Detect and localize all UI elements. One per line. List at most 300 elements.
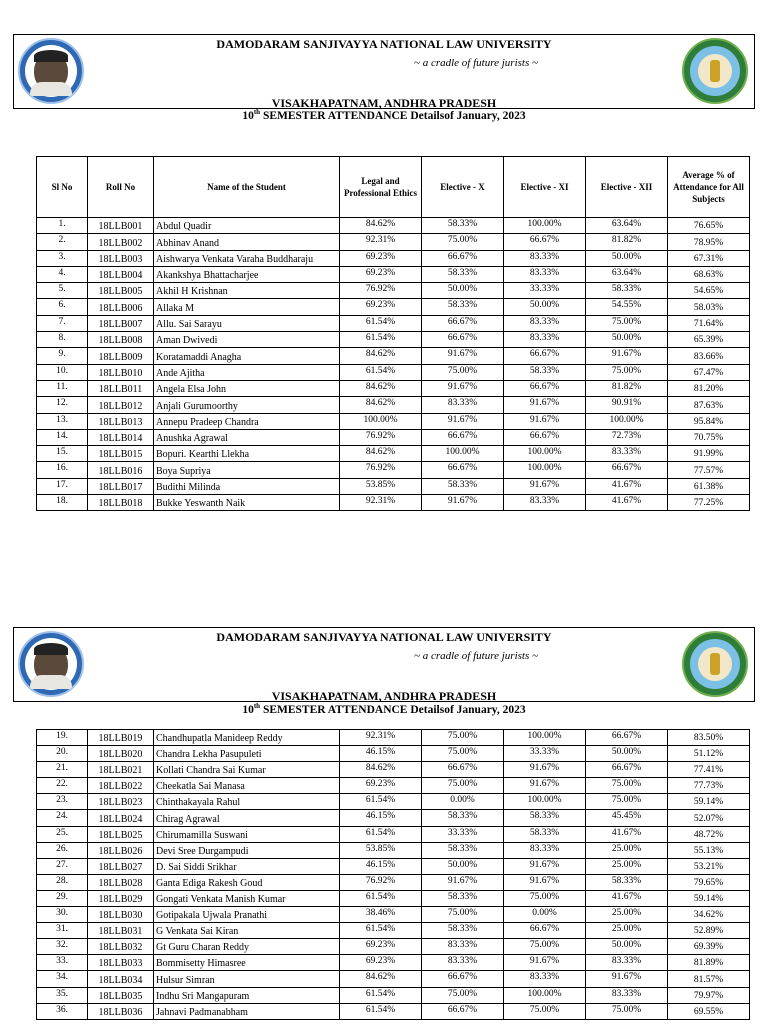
sl-no-cell: 31. — [37, 923, 88, 939]
student-name-cell: Indhu Sri Mangapuram — [154, 987, 340, 1003]
student-name-cell: Ganta Ediga Rakesh Goud — [154, 874, 340, 890]
university-name: DAMODARAM SANJIVAYYA NATIONAL LAW UNIVERSITY — [216, 630, 552, 644]
legal-ethics-cell: 92.31% — [340, 495, 422, 511]
legal-ethics-cell: 76.92% — [340, 283, 422, 299]
roll-no-cell: 18LLB032 — [88, 939, 154, 955]
elective-xi-cell: 83.33% — [504, 495, 586, 511]
student-name-cell: Gt Guru Charan Reddy — [154, 939, 340, 955]
elective-x-cell: 66.67% — [422, 332, 504, 348]
sl-no-cell: 4. — [37, 266, 88, 282]
roll-no-cell: 18LLB005 — [88, 283, 154, 299]
sl-no-cell: 25. — [37, 826, 88, 842]
sl-no-cell: 26. — [37, 842, 88, 858]
legal-ethics-cell: 84.62% — [340, 762, 422, 778]
elective-xi-cell: 91.67% — [504, 762, 586, 778]
average-cell: 61.38% — [668, 478, 750, 494]
legal-ethics-cell: 61.54% — [340, 987, 422, 1003]
average-cell: 77.41% — [668, 762, 750, 778]
student-name-cell: Abdul Quadir — [154, 218, 340, 234]
roll-no-cell: 18LLB010 — [88, 364, 154, 380]
average-cell: 65.39% — [668, 332, 750, 348]
table-row — [37, 955, 750, 971]
sl-no-cell: 24. — [37, 810, 88, 826]
elective-xi-cell: 75.00% — [504, 1003, 586, 1019]
roll-no-cell: 18LLB018 — [88, 495, 154, 511]
table-row — [37, 283, 750, 299]
elective-x-cell: 83.33% — [422, 955, 504, 971]
elective-xi-cell: 33.33% — [504, 746, 586, 762]
legal-ethics-cell: 46.15% — [340, 746, 422, 762]
elective-xi-cell: 91.67% — [504, 955, 586, 971]
elective-x-cell: 58.33% — [422, 810, 504, 826]
elective-xii-cell: 41.67% — [586, 890, 668, 906]
sl-no-cell: 7. — [37, 315, 88, 331]
elective-x-cell: 58.33% — [422, 842, 504, 858]
legal-ethics-cell: 69.23% — [340, 250, 422, 266]
elective-x-cell: 75.00% — [422, 778, 504, 794]
table-row — [37, 446, 750, 462]
elective-xi-cell: 91.67% — [504, 874, 586, 890]
average-cell: 81.57% — [668, 971, 750, 987]
university-city: VISAKHAPATNAM, ANDHRA PRADESH — [271, 96, 497, 110]
sl-no-cell: 17. — [37, 478, 88, 494]
average-cell: 81.89% — [668, 955, 750, 971]
elective-x-cell: 50.00% — [422, 858, 504, 874]
roll-no-cell: 18LLB014 — [88, 429, 154, 445]
table-row — [37, 332, 750, 348]
table-row — [37, 890, 750, 906]
col-sl-no: Sl No — [37, 157, 88, 218]
elective-xi-cell: 66.67% — [504, 380, 586, 396]
average-cell: 59.14% — [668, 890, 750, 906]
roll-no-cell: 18LLB007 — [88, 315, 154, 331]
table-row — [37, 234, 750, 250]
average-cell: 69.55% — [668, 1003, 750, 1019]
roll-no-cell: 18LLB035 — [88, 987, 154, 1003]
student-name-cell: Hulsur Simran — [154, 971, 340, 987]
student-name-cell: Anushka Agrawal — [154, 429, 340, 445]
student-name-cell: Aishwarya Venkata Varaha Buddharaju — [154, 250, 340, 266]
elective-x-cell: 66.67% — [422, 250, 504, 266]
university-seal-icon — [682, 631, 748, 697]
elective-xi-cell: 66.67% — [504, 923, 586, 939]
elective-xii-cell: 83.33% — [586, 987, 668, 1003]
col-student-name: Name of the Student — [154, 157, 340, 218]
elective-x-cell: 91.67% — [422, 874, 504, 890]
roll-no-cell: 18LLB015 — [88, 446, 154, 462]
sl-no-cell: 8. — [37, 332, 88, 348]
elective-xi-cell: 91.67% — [504, 478, 586, 494]
elective-xii-cell: 41.67% — [586, 495, 668, 511]
average-cell: 53.21% — [668, 858, 750, 874]
attendance-table-page-2 — [36, 729, 750, 1020]
roll-no-cell: 18LLB008 — [88, 332, 154, 348]
elective-xii-cell: 83.33% — [586, 955, 668, 971]
average-cell: 83.66% — [668, 348, 750, 364]
average-cell: 48.72% — [668, 826, 750, 842]
table-row — [37, 939, 750, 955]
elective-x-cell: 75.00% — [422, 987, 504, 1003]
student-name-cell: Koratamaddi Anagha — [154, 348, 340, 364]
student-name-cell: Anjali Gurumoorthy — [154, 397, 340, 413]
average-cell: 52.89% — [668, 923, 750, 939]
student-name-cell: Gotipakala Ujwala Pranathi — [154, 907, 340, 923]
sl-no-cell: 9. — [37, 348, 88, 364]
average-cell: 71.64% — [668, 315, 750, 331]
legal-ethics-cell: 84.62% — [340, 218, 422, 234]
letterhead-page-2 — [13, 627, 755, 702]
elective-x-cell: 75.00% — [422, 234, 504, 250]
elective-xi-cell: 83.33% — [504, 315, 586, 331]
elective-xii-cell: 58.33% — [586, 283, 668, 299]
student-name-cell: D. Sai Siddi Srikhar — [154, 858, 340, 874]
elective-xi-cell: 58.33% — [504, 810, 586, 826]
elective-xi-cell: 100.00% — [504, 462, 586, 478]
roll-no-cell: 18LLB003 — [88, 250, 154, 266]
sl-no-cell: 30. — [37, 907, 88, 923]
table-row — [37, 380, 750, 396]
average-cell: 70.75% — [668, 429, 750, 445]
legal-ethics-cell: 84.62% — [340, 446, 422, 462]
sl-no-cell: 5. — [37, 283, 88, 299]
average-cell: 34.62% — [668, 907, 750, 923]
university-motto: ~ a cradle of future jurists ~ — [414, 57, 538, 69]
legal-ethics-cell: 76.92% — [340, 874, 422, 890]
sl-no-cell: 15. — [37, 446, 88, 462]
elective-xi-cell: 100.00% — [504, 446, 586, 462]
elective-xi-cell: 58.33% — [504, 364, 586, 380]
elective-xii-cell: 25.00% — [586, 842, 668, 858]
student-name-cell: Budithi Milinda — [154, 478, 340, 494]
table-row — [37, 842, 750, 858]
average-cell: 95.84% — [668, 413, 750, 429]
col-roll-no: Roll No — [88, 157, 154, 218]
average-cell: 58.03% — [668, 299, 750, 315]
table-row — [37, 266, 750, 282]
table-row — [37, 778, 750, 794]
legal-ethics-cell: 61.54% — [340, 890, 422, 906]
student-name-cell: Cheekatla Sai Manasa — [154, 778, 340, 794]
roll-no-cell: 18LLB001 — [88, 218, 154, 234]
sl-no-cell: 2. — [37, 234, 88, 250]
sl-no-cell: 14. — [37, 429, 88, 445]
average-cell: 77.25% — [668, 495, 750, 511]
student-name-cell: Angela Elsa John — [154, 380, 340, 396]
average-cell: 78.95% — [668, 234, 750, 250]
report-title: 10th SEMESTER ATTENDANCE Detailsof January, 2023 — [242, 702, 526, 716]
elective-xii-cell: 50.00% — [586, 332, 668, 348]
sl-no-cell: 28. — [37, 874, 88, 890]
elective-xii-cell: 58.33% — [586, 874, 668, 890]
legal-ethics-cell: 46.15% — [340, 810, 422, 826]
legal-ethics-cell: 53.85% — [340, 478, 422, 494]
student-name-cell: Chandra Lekha Pasupuleti — [154, 746, 340, 762]
roll-no-cell: 18LLB017 — [88, 478, 154, 494]
elective-xii-cell: 41.67% — [586, 826, 668, 842]
student-name-cell: Gongati Venkata Manish Kumar — [154, 890, 340, 906]
sl-no-cell: 20. — [37, 746, 88, 762]
roll-no-cell: 18LLB020 — [88, 746, 154, 762]
elective-x-cell: 66.67% — [422, 429, 504, 445]
roll-no-cell: 18LLB022 — [88, 778, 154, 794]
average-cell: 79.97% — [668, 987, 750, 1003]
elective-xi-cell: 83.33% — [504, 842, 586, 858]
elective-xii-cell: 66.67% — [586, 462, 668, 478]
average-cell: 77.57% — [668, 462, 750, 478]
roll-no-cell: 18LLB030 — [88, 907, 154, 923]
legal-ethics-cell: 69.23% — [340, 955, 422, 971]
roll-no-cell: 18LLB013 — [88, 413, 154, 429]
roll-no-cell: 18LLB002 — [88, 234, 154, 250]
table-row — [37, 794, 750, 810]
table-header-row — [37, 157, 750, 218]
roll-no-cell: 18LLB025 — [88, 826, 154, 842]
elective-xii-cell: 25.00% — [586, 923, 668, 939]
attendance-table-page-1 — [36, 156, 750, 511]
elective-xii-cell: 63.64% — [586, 218, 668, 234]
elective-xii-cell: 41.67% — [586, 478, 668, 494]
roll-no-cell: 18LLB019 — [88, 730, 154, 746]
roll-no-cell: 18LLB012 — [88, 397, 154, 413]
table-row — [37, 730, 750, 746]
roll-no-cell: 18LLB023 — [88, 794, 154, 810]
legal-ethics-cell: 100.00% — [340, 413, 422, 429]
average-cell: 79.65% — [668, 874, 750, 890]
sl-no-cell: 13. — [37, 413, 88, 429]
elective-xi-cell: 83.33% — [504, 332, 586, 348]
average-cell: 67.31% — [668, 250, 750, 266]
elective-xi-cell: 83.33% — [504, 971, 586, 987]
average-cell: 91.99% — [668, 446, 750, 462]
average-cell: 67.47% — [668, 364, 750, 380]
elective-x-cell: 75.00% — [422, 907, 504, 923]
roll-no-cell: 18LLB011 — [88, 380, 154, 396]
average-cell: 54.65% — [668, 283, 750, 299]
student-name-cell: Chinthakayala Rahul — [154, 794, 340, 810]
sl-no-cell: 27. — [37, 858, 88, 874]
table-row — [37, 299, 750, 315]
legal-ethics-cell: 84.62% — [340, 380, 422, 396]
roll-no-cell: 18LLB024 — [88, 810, 154, 826]
elective-x-cell: 100.00% — [422, 446, 504, 462]
table-row — [37, 348, 750, 364]
legal-ethics-cell: 69.23% — [340, 778, 422, 794]
sl-no-cell: 10. — [37, 364, 88, 380]
sl-no-cell: 18. — [37, 495, 88, 511]
legal-ethics-cell: 53.85% — [340, 842, 422, 858]
elective-x-cell: 66.67% — [422, 1003, 504, 1019]
col-legal-ethics: Legal and Professional Ethics — [340, 157, 422, 218]
elective-x-cell: 75.00% — [422, 746, 504, 762]
table-row — [37, 364, 750, 380]
student-name-cell: Bommisetty Himasree — [154, 955, 340, 971]
university-seal-icon — [682, 38, 748, 104]
sl-no-cell: 34. — [37, 971, 88, 987]
elective-x-cell: 50.00% — [422, 283, 504, 299]
legal-ethics-cell: 84.62% — [340, 397, 422, 413]
average-cell: 83.50% — [668, 730, 750, 746]
elective-xii-cell: 66.67% — [586, 730, 668, 746]
elective-x-cell: 91.67% — [422, 413, 504, 429]
elective-x-cell: 75.00% — [422, 730, 504, 746]
elective-xii-cell: 63.64% — [586, 266, 668, 282]
elective-xii-cell: 91.67% — [586, 971, 668, 987]
elective-xi-cell: 100.00% — [504, 730, 586, 746]
elective-xii-cell: 25.00% — [586, 858, 668, 874]
legal-ethics-cell: 76.92% — [340, 429, 422, 445]
roll-no-cell: 18LLB016 — [88, 462, 154, 478]
elective-xii-cell: 81.82% — [586, 380, 668, 396]
sl-no-cell: 22. — [37, 778, 88, 794]
student-name-cell: Akhil H Krishnan — [154, 283, 340, 299]
table-row — [37, 315, 750, 331]
col-elective-x: Elective - X — [422, 157, 504, 218]
table-row — [37, 858, 750, 874]
table-row — [37, 413, 750, 429]
student-name-cell: Akankshya Bhattacharjee — [154, 266, 340, 282]
table-row — [37, 923, 750, 939]
roll-no-cell: 18LLB026 — [88, 842, 154, 858]
average-cell: 76.65% — [668, 218, 750, 234]
legal-ethics-cell: 69.23% — [340, 939, 422, 955]
elective-xii-cell: 50.00% — [586, 746, 668, 762]
legal-ethics-cell: 46.15% — [340, 858, 422, 874]
student-name-cell: Abhinav Anand — [154, 234, 340, 250]
elective-xi-cell: 66.67% — [504, 348, 586, 364]
sl-no-cell: 29. — [37, 890, 88, 906]
average-cell: 77.73% — [668, 778, 750, 794]
elective-x-cell: 66.67% — [422, 462, 504, 478]
elective-xi-cell: 66.67% — [504, 234, 586, 250]
elective-xii-cell: 100.00% — [586, 413, 668, 429]
elective-x-cell: 91.67% — [422, 380, 504, 396]
table-row — [37, 1003, 750, 1019]
legal-ethics-cell: 69.23% — [340, 299, 422, 315]
col-average: Average % of Attendance for All Subjects — [668, 157, 750, 218]
university-name: DAMODARAM SANJIVAYYA NATIONAL LAW UNIVERSITY — [216, 37, 552, 51]
elective-xi-cell: 66.67% — [504, 429, 586, 445]
sl-no-cell: 12. — [37, 397, 88, 413]
elective-x-cell: 66.67% — [422, 315, 504, 331]
sl-no-cell: 32. — [37, 939, 88, 955]
elective-xii-cell: 90.91% — [586, 397, 668, 413]
student-name-cell: Bukke Yeswanth Naik — [154, 495, 340, 511]
elective-x-cell: 91.67% — [422, 495, 504, 511]
roll-no-cell: 18LLB033 — [88, 955, 154, 971]
elective-xii-cell: 54.55% — [586, 299, 668, 315]
elective-xi-cell: 0.00% — [504, 907, 586, 923]
sl-no-cell: 16. — [37, 462, 88, 478]
report-title: 10th SEMESTER ATTENDANCE Detailsof January, 2023 — [242, 108, 526, 122]
legal-ethics-cell: 69.23% — [340, 266, 422, 282]
elective-xi-cell: 83.33% — [504, 250, 586, 266]
elective-x-cell: 66.67% — [422, 762, 504, 778]
table-row — [37, 987, 750, 1003]
elective-xii-cell: 75.00% — [586, 794, 668, 810]
legal-ethics-cell: 61.54% — [340, 794, 422, 810]
table-row — [37, 462, 750, 478]
elective-xii-cell: 66.67% — [586, 762, 668, 778]
average-cell: 59.14% — [668, 794, 750, 810]
elective-x-cell: 91.67% — [422, 348, 504, 364]
roll-no-cell: 18LLB021 — [88, 762, 154, 778]
sl-no-cell: 3. — [37, 250, 88, 266]
elective-xii-cell: 45.45% — [586, 810, 668, 826]
legal-ethics-cell: 61.54% — [340, 364, 422, 380]
elective-xii-cell: 75.00% — [586, 1003, 668, 1019]
table-row — [37, 397, 750, 413]
elective-xi-cell: 100.00% — [504, 794, 586, 810]
average-cell: 87.63% — [668, 397, 750, 413]
roll-no-cell: 18LLB036 — [88, 1003, 154, 1019]
elective-xii-cell: 83.33% — [586, 446, 668, 462]
col-elective-xi: Elective - XI — [504, 157, 586, 218]
elective-x-cell: 83.33% — [422, 397, 504, 413]
elective-xi-cell: 100.00% — [504, 987, 586, 1003]
average-cell: 69.39% — [668, 939, 750, 955]
sl-no-cell: 11. — [37, 380, 88, 396]
average-cell: 51.12% — [668, 746, 750, 762]
student-name-cell: Chirumamilla Suswani — [154, 826, 340, 842]
legal-ethics-cell: 92.31% — [340, 730, 422, 746]
sl-no-cell: 6. — [37, 299, 88, 315]
elective-xi-cell: 83.33% — [504, 266, 586, 282]
roll-no-cell: 18LLB029 — [88, 890, 154, 906]
table-row — [37, 218, 750, 234]
student-name-cell: Chandhupatla Manideep Reddy — [154, 730, 340, 746]
legal-ethics-cell: 76.92% — [340, 462, 422, 478]
student-name-cell: Boya Supriya — [154, 462, 340, 478]
elective-x-cell: 66.67% — [422, 971, 504, 987]
legal-ethics-cell: 61.54% — [340, 315, 422, 331]
table-row — [37, 971, 750, 987]
table-row — [37, 810, 750, 826]
elective-xii-cell: 50.00% — [586, 939, 668, 955]
elective-xi-cell: 75.00% — [504, 939, 586, 955]
roll-no-cell: 18LLB006 — [88, 299, 154, 315]
sl-no-cell: 35. — [37, 987, 88, 1003]
elective-xii-cell: 25.00% — [586, 907, 668, 923]
student-name-cell: G Venkata Sai Kiran — [154, 923, 340, 939]
roll-no-cell: 18LLB034 — [88, 971, 154, 987]
elective-x-cell: 33.33% — [422, 826, 504, 842]
table-row — [37, 826, 750, 842]
legal-ethics-cell: 84.62% — [340, 971, 422, 987]
elective-x-cell: 75.00% — [422, 364, 504, 380]
university-city: VISAKHAPATNAM, ANDHRA PRADESH — [271, 689, 497, 703]
student-name-cell: Ande Ajitha — [154, 364, 340, 380]
student-name-cell: Kollati Chandra Sai Kumar — [154, 762, 340, 778]
elective-x-cell: 58.33% — [422, 478, 504, 494]
legal-ethics-cell: 38.46% — [340, 907, 422, 923]
student-name-cell: Chirag Agrawal — [154, 810, 340, 826]
student-name-cell: Devi Sree Durgampudi — [154, 842, 340, 858]
elective-x-cell: 58.33% — [422, 266, 504, 282]
elective-xi-cell: 91.67% — [504, 858, 586, 874]
roll-no-cell: 18LLB027 — [88, 858, 154, 874]
elective-xii-cell: 75.00% — [586, 315, 668, 331]
table-row — [37, 907, 750, 923]
table-row — [37, 746, 750, 762]
col-elective-xii: Elective - XII — [586, 157, 668, 218]
roll-no-cell: 18LLB028 — [88, 874, 154, 890]
sl-no-cell: 19. — [37, 730, 88, 746]
roll-no-cell: 18LLB004 — [88, 266, 154, 282]
sl-no-cell: 1. — [37, 218, 88, 234]
average-cell: 68.63% — [668, 266, 750, 282]
elective-xii-cell: 75.00% — [586, 778, 668, 794]
sl-no-cell: 21. — [37, 762, 88, 778]
